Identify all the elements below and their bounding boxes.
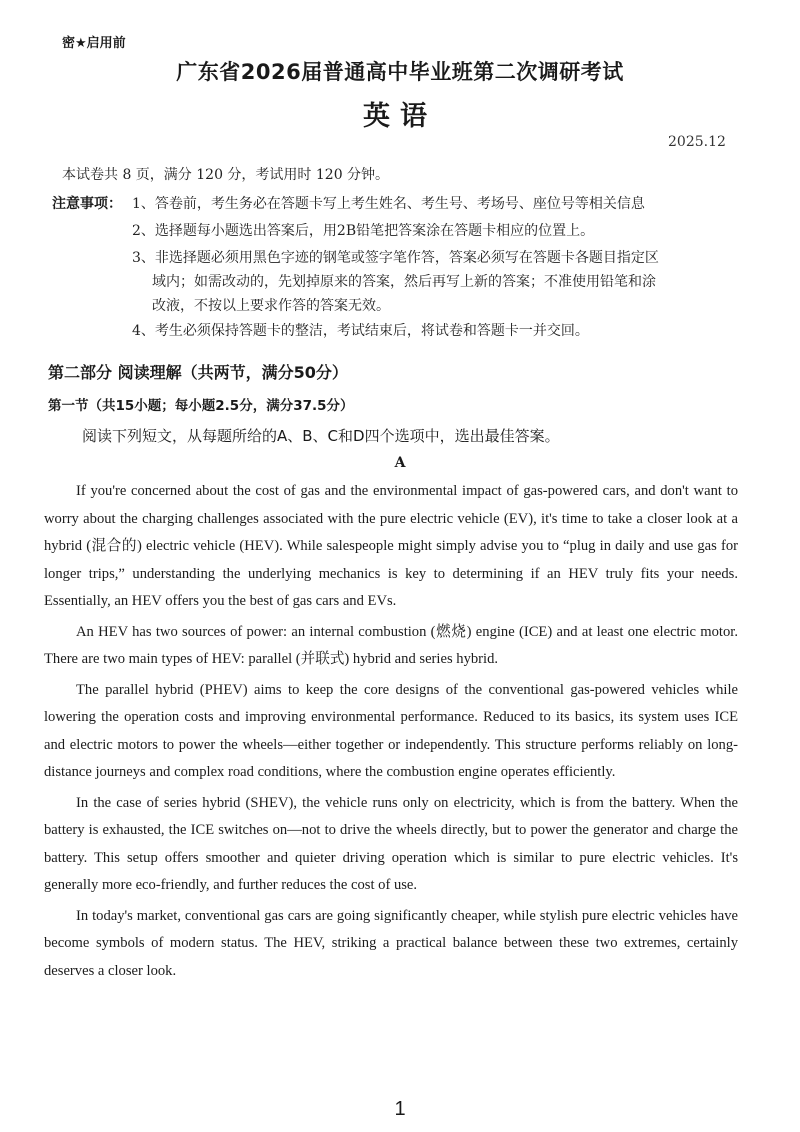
exam-date: 2025.12 xyxy=(668,134,726,150)
notes-label: 注意事项： xyxy=(52,196,122,212)
confidentiality-mark: 密★启用前 xyxy=(62,36,126,51)
exam-info: 本试卷共 8 页，满分 120 分，考试用时 120 分钟。 xyxy=(62,167,390,183)
note-item-2: 2、选择题每小题选出答案后，用2B铅笔把答案涂在答题卡相应的位置上。 xyxy=(132,223,595,239)
passage-label: A xyxy=(394,455,406,471)
passage-body xyxy=(44,478,738,988)
passage-paragraph: If you're concerned about the cost of gas and the environmental impact of gas-powered cars, and don't want to worry about the charging challenges associated with the pure electric vehicle (EV), it's time to take a closer look at a hybrid (混合的) electric vehicle (HEV). While salespeople might simply advise you to “plug in daily and use gas for longer trips,” understanding the underlying mechanics is key to determining if an HEV truly fits your needs. Essentially, an HEV offers you the best of gas cars and EVs. xyxy=(44,483,738,609)
passage-paragraph: In the case of series hybrid (SHEV), the vehicle runs only on electricity, which is from the battery. When the battery is exhausted, the ICE switches on—not to drive the wheels directly, but to power the generator and charge the battery. This setup offers smoother and quieter driving operation which is similar to pure electric vehicles. It's generally more eco-friendly, and further reduces the cost of use. xyxy=(44,794,738,893)
section-title: 第一节（共15小题；每小题2.5分，满分37.5分） xyxy=(48,398,354,414)
passage-paragraph: An HEV has two sources of power: an internal combustion (燃烧) engine (ICE) and at least one electric motor. There are two main types of HEV: parallel (并联式) hybrid and series hybrid. xyxy=(44,623,738,667)
instruction-text: 阅读下列短文，从每题所给的A、B、C和D四个选项中，选出最佳答案。 xyxy=(82,427,560,445)
subject-title: 英语 xyxy=(363,101,437,132)
passage-paragraph: In today's market, conventional gas cars are going significantly cheaper, while stylish pure electric vehicles have become symbols of modern status. The HEV, striking a practical balance between these two extremes, certainly deserves a closer look. xyxy=(44,907,738,979)
note-item-1: 1、答卷前，考生务必在答题卡写上考生姓名、考生号、考场号、座位号等相关信息 xyxy=(132,196,645,212)
note-item-3-cont: 改液，不按以上要求作答的答案无效。 xyxy=(152,298,390,314)
part-title: 第二部分 阅读理解（共两节，满分50分） xyxy=(48,363,348,382)
note-item-4: 4、考生必须保持答题卡的整洁，考试结束后，将试卷和答题卡一并交回。 xyxy=(132,323,589,339)
note-item-3-cont: 域内；如需改动的，先划掉原来的答案，然后再写上新的答案；不准使用铅笔和涂 xyxy=(152,274,656,290)
passage-paragraph: The parallel hybrid (PHEV) aims to keep the core designs of the conventional gas-powered vehicles while lowering the operation costs and improving environmental performance. Reduced to its basics, its system uses ICE and electric motors to power the wheels—either together or independently. This structure performs reliably on long-distance journeys and complex road conditions, where the combustion engine operates efficiently. xyxy=(44,681,738,780)
note-item-3: 3、非选择题必须用黑色字迹的钢笔或签字笔作答，答案必须写在答题卡各题目指定区 xyxy=(132,250,659,266)
exam-title: 广东省2026届普通高中毕业班第二次调研考试 xyxy=(176,60,624,84)
page-number: 1 xyxy=(394,1098,406,1120)
